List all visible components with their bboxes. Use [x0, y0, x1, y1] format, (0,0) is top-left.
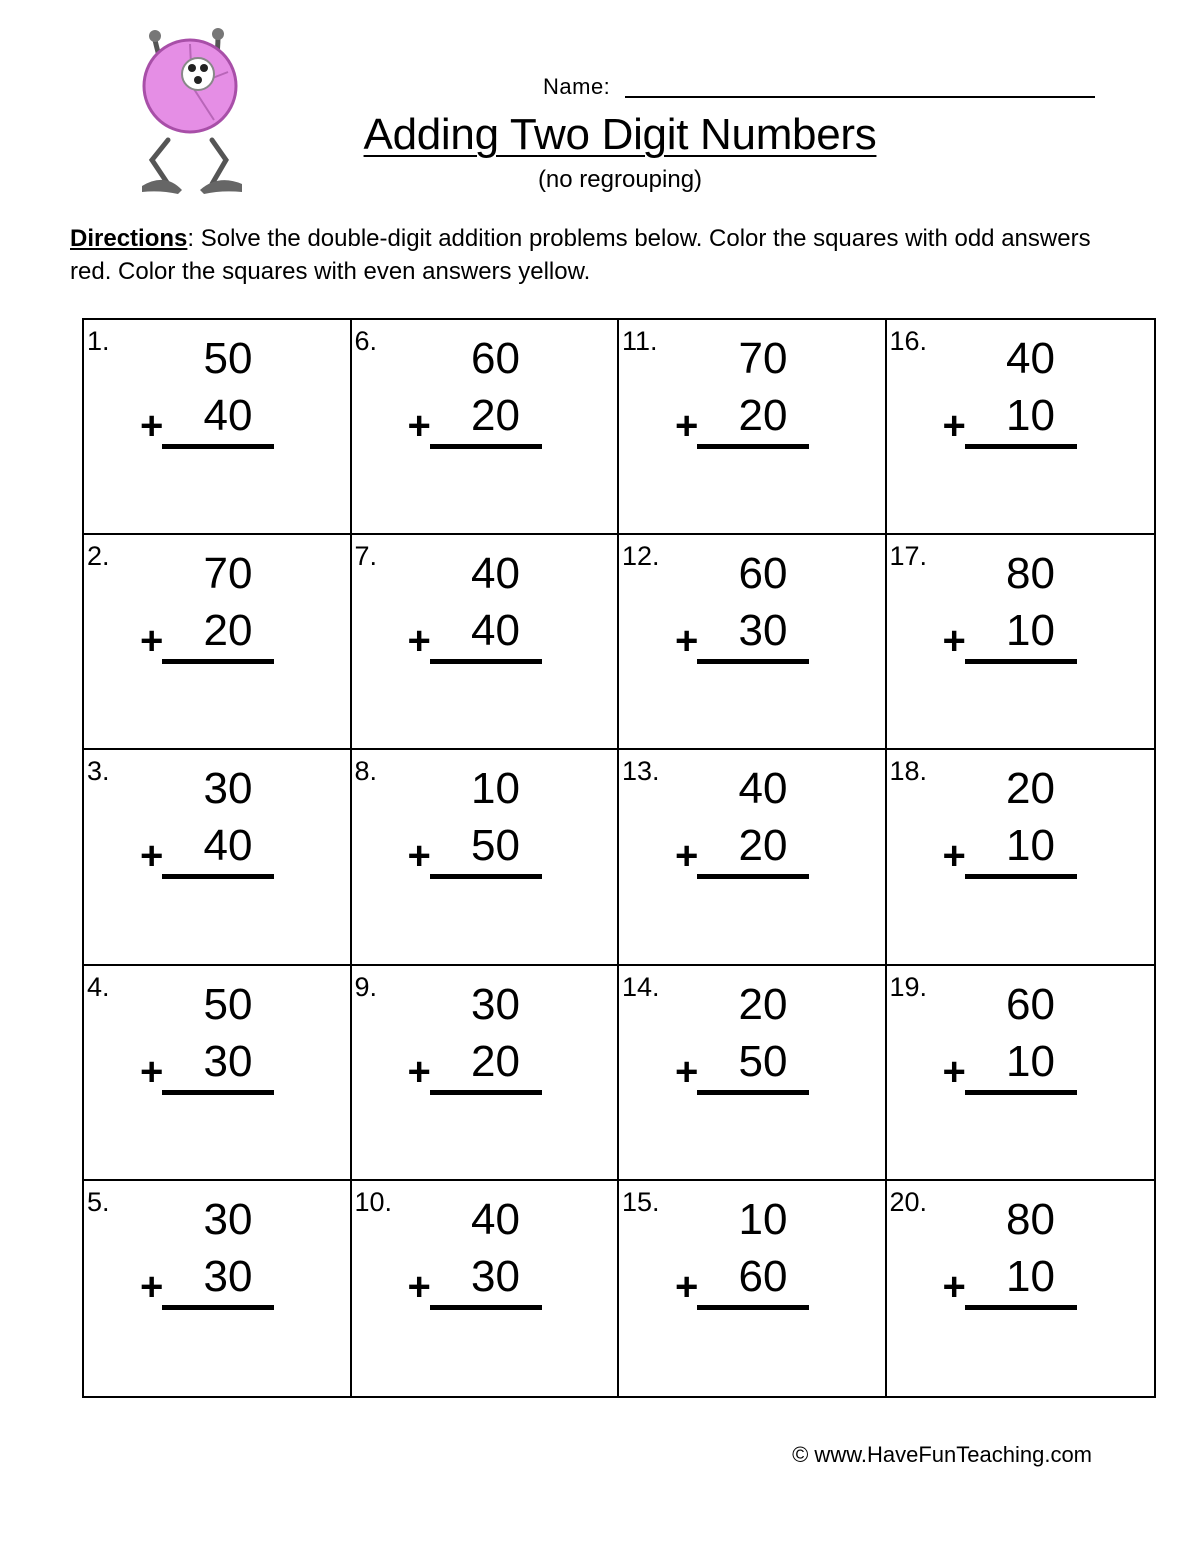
problem-number: 6. — [354, 326, 378, 356]
plus-sign: + — [407, 404, 431, 448]
page-title: Adding Two Digit Numbers — [363, 110, 877, 159]
problem-number: 8. — [354, 756, 378, 787]
addend-bottom: 60 — [738, 1251, 788, 1301]
answer-line[interactable] — [430, 444, 542, 449]
plus-sign: + — [140, 1264, 164, 1309]
problem-cell[interactable] — [352, 535, 620, 750]
answer-line[interactable] — [697, 1090, 809, 1095]
plus-sign: + — [140, 1049, 164, 1094]
problem-grid — [82, 318, 1156, 1398]
problem-number: 10. — [354, 1186, 393, 1217]
answer-line[interactable] — [430, 874, 542, 879]
addend-bottom: 50 — [471, 821, 520, 871]
plus-sign: + — [675, 834, 699, 879]
problem-number: 4. — [87, 971, 110, 1002]
addend-bottom: 10 — [1006, 391, 1055, 440]
problem-number: 20. — [889, 1186, 928, 1217]
answer-line[interactable] — [430, 1090, 542, 1095]
plus-sign: + — [140, 619, 164, 664]
plus-sign: + — [942, 1049, 966, 1094]
plus-sign: + — [675, 1264, 699, 1309]
problem-number: 9. — [354, 971, 378, 1002]
addend-top: 40 — [738, 764, 788, 814]
answer-line[interactable] — [697, 659, 809, 664]
problem-number: 7. — [354, 541, 378, 572]
addend-top: 10 — [471, 764, 520, 814]
problem-cell[interactable] — [619, 320, 887, 535]
answer-line[interactable] — [162, 1305, 274, 1310]
directions-text: : Solve the double-digit addition problems below. Color the squares with odd answers red. Color the squares with even answers yellow. — [70, 225, 1091, 285]
name-line[interactable] — [625, 96, 1095, 98]
plus-sign: + — [675, 404, 699, 448]
name-label: Name: — [543, 74, 611, 99]
problem-cell[interactable] — [619, 750, 887, 965]
addend-top: 10 — [738, 1194, 788, 1244]
addend-bottom: 30 — [203, 1036, 253, 1086]
plus-sign: + — [942, 834, 966, 879]
addend-bottom: 10 — [1006, 821, 1055, 871]
problem-number: 12. — [622, 541, 660, 572]
addend-top: 40 — [1006, 334, 1055, 383]
addend-top: 30 — [203, 764, 253, 814]
plus-sign: + — [942, 404, 966, 448]
addend-top: 50 — [203, 334, 253, 383]
problem-number: 15. — [622, 1186, 660, 1217]
problem-number: 14. — [622, 971, 660, 1002]
problem-cell[interactable] — [887, 750, 1155, 965]
addend-bottom: 20 — [203, 606, 253, 656]
answer-line[interactable] — [162, 874, 274, 879]
addend-bottom: 30 — [471, 1251, 520, 1301]
answer-line[interactable] — [162, 444, 274, 449]
addend-bottom: 20 — [738, 821, 788, 871]
plus-sign: + — [675, 1049, 699, 1094]
plus-sign: + — [407, 1264, 431, 1309]
addend-top: 70 — [203, 549, 253, 599]
problem-number: 19. — [889, 971, 928, 1002]
answer-line[interactable] — [162, 659, 274, 664]
problem-number: 1. — [87, 326, 110, 356]
directions-label: Directions — [70, 225, 188, 252]
addend-bottom: 20 — [471, 391, 520, 440]
footer-credit: © www.HaveFunTeaching.com — [792, 1442, 1092, 1467]
problem-cell[interactable] — [84, 750, 352, 965]
problem-cell[interactable] — [887, 535, 1155, 750]
name-field[interactable] — [543, 70, 1103, 100]
plus-sign: + — [675, 619, 699, 664]
plus-sign: + — [407, 834, 431, 879]
addend-top: 60 — [738, 549, 788, 599]
answer-line[interactable] — [697, 444, 809, 449]
addend-top: 40 — [471, 1194, 520, 1244]
problem-cell[interactable] — [84, 1181, 352, 1396]
problem-cell[interactable] — [619, 1181, 887, 1396]
addend-bottom: 40 — [471, 606, 520, 656]
addend-bottom: 10 — [1006, 1251, 1055, 1301]
answer-line[interactable] — [430, 659, 542, 664]
problem-number: 5. — [87, 1186, 110, 1217]
problem-cell[interactable] — [84, 535, 352, 750]
answer-line[interactable] — [162, 1090, 274, 1095]
addend-top: 30 — [203, 1194, 253, 1244]
problem-number: 2. — [87, 541, 110, 572]
antenna-left — [149, 30, 161, 42]
addend-bottom: 10 — [1006, 606, 1055, 656]
addend-bottom: 40 — [203, 821, 253, 871]
addend-top: 80 — [1006, 1194, 1055, 1244]
addend-top: 60 — [471, 334, 520, 383]
directions — [70, 222, 1130, 288]
addend-top: 70 — [738, 334, 788, 383]
addend-top: 60 — [1006, 979, 1055, 1029]
problem-number: 16. — [889, 326, 928, 356]
problem-cell[interactable] — [352, 966, 620, 1181]
answer-line[interactable] — [697, 874, 809, 879]
problem-number: 17. — [889, 541, 928, 572]
answer-line[interactable] — [965, 874, 1077, 879]
plus-sign: + — [140, 834, 164, 879]
problem-cell[interactable] — [352, 750, 620, 965]
addend-bottom: 40 — [203, 391, 253, 440]
problem-cell[interactable] — [887, 966, 1155, 1181]
answer-line[interactable] — [965, 1305, 1077, 1310]
answer-line[interactable] — [965, 444, 1077, 449]
plus-sign: + — [407, 619, 431, 664]
antenna-right — [212, 28, 224, 40]
answer-line[interactable] — [430, 1305, 542, 1310]
answer-line[interactable] — [965, 659, 1077, 664]
answer-line[interactable] — [965, 1090, 1077, 1095]
plus-sign: + — [942, 1264, 966, 1309]
addend-top: 50 — [203, 979, 253, 1029]
addend-bottom: 50 — [738, 1036, 788, 1086]
addend-bottom: 30 — [203, 1251, 253, 1301]
addend-top: 40 — [471, 549, 520, 599]
addend-bottom: 20 — [471, 1036, 520, 1086]
addend-bottom: 30 — [738, 606, 788, 656]
addend-top: 20 — [1006, 764, 1055, 814]
problem-number: 3. — [87, 756, 110, 787]
addend-top: 80 — [1006, 549, 1055, 599]
addend-top: 30 — [471, 979, 520, 1029]
problem-cell[interactable] — [619, 966, 887, 1181]
problem-number: 18. — [889, 756, 928, 787]
page-subtitle: (no regrouping) — [537, 166, 703, 193]
plus-sign: + — [140, 404, 164, 448]
problem-cell[interactable] — [84, 966, 352, 1181]
plus-sign: + — [407, 1049, 431, 1094]
plus-sign: + — [942, 619, 966, 664]
problem-cell[interactable] — [887, 320, 1155, 535]
addend-bottom: 10 — [1006, 1036, 1055, 1086]
problem-cell[interactable] — [619, 535, 887, 750]
addend-bottom: 20 — [738, 391, 788, 440]
problem-cell[interactable] — [84, 320, 352, 535]
problem-cell[interactable] — [352, 320, 620, 535]
problem-number: 11. — [622, 326, 658, 356]
addend-top: 20 — [738, 979, 788, 1029]
answer-line[interactable] — [697, 1305, 809, 1310]
problem-cell[interactable] — [352, 1181, 620, 1396]
problem-cell[interactable] — [887, 1181, 1155, 1396]
problem-number: 13. — [622, 756, 660, 787]
